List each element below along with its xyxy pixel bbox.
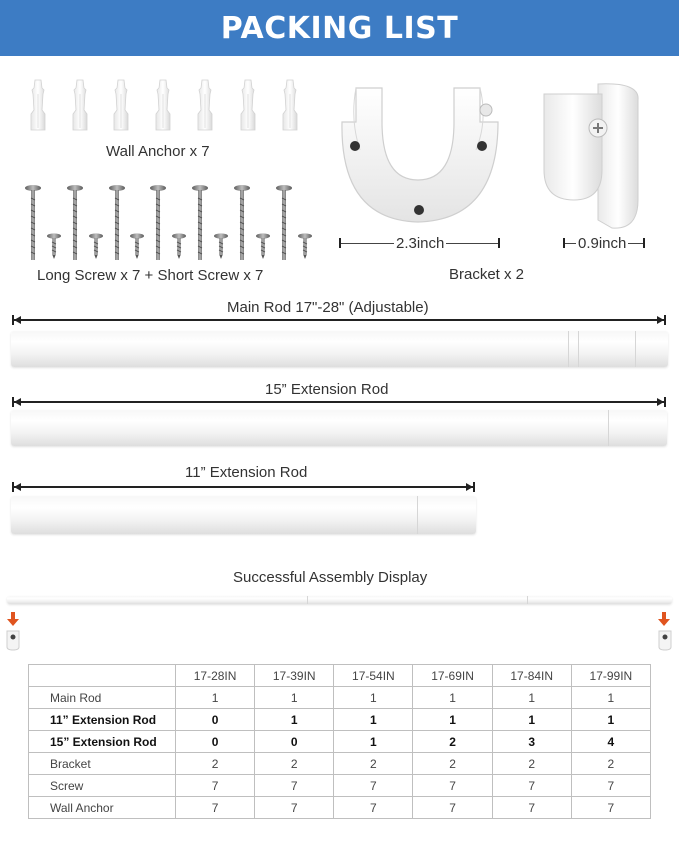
ext11-rod-label: 11” Extension Rod xyxy=(185,464,308,481)
table-cell: 7 xyxy=(334,797,413,819)
table-column-header: 17-39IN xyxy=(255,665,334,687)
bracket-side-illustration xyxy=(540,80,650,230)
main-rod-dimension xyxy=(12,315,666,325)
table-cell: 1 xyxy=(334,709,413,731)
table-row xyxy=(29,687,651,709)
table-cell: 2 xyxy=(413,753,492,775)
table-column-header: 17-69IN xyxy=(413,665,492,687)
table-cell: 1 xyxy=(492,709,571,731)
table-header-row xyxy=(29,665,651,687)
table-cell: 2 xyxy=(334,753,413,775)
table-cell: 7 xyxy=(255,797,334,819)
page-title: PACKING LIST xyxy=(220,10,459,46)
table-cell: 0 xyxy=(176,709,255,731)
screw-label: Long Screw x 7 + Short Screw x 7 xyxy=(37,267,264,284)
table-row xyxy=(29,753,651,775)
right-arrow-icon xyxy=(656,611,672,627)
table-cell: 0 xyxy=(176,731,255,753)
ext15-rod xyxy=(11,410,667,446)
row-label-bracket: Bracket xyxy=(29,753,176,775)
right-bracket-icon xyxy=(657,629,673,651)
table-cell: 2 xyxy=(176,753,255,775)
table-column-header: 17-84IN xyxy=(492,665,571,687)
row-label-main-rod: Main Rod xyxy=(29,687,176,709)
table-cell: 2 xyxy=(413,731,492,753)
table-column-header: 17-99IN xyxy=(571,665,650,687)
table-cell: 7 xyxy=(176,775,255,797)
row-label-wall-anchor: Wall Anchor xyxy=(29,797,176,819)
table-cell: 7 xyxy=(176,797,255,819)
ext11-rod xyxy=(11,496,476,534)
table-cell: 7 xyxy=(492,775,571,797)
table-cell: 1 xyxy=(413,687,492,709)
left-arrow-icon xyxy=(5,611,21,627)
table-cell: 4 xyxy=(571,731,650,753)
table-cell: 7 xyxy=(413,775,492,797)
table-cell: 1 xyxy=(255,687,334,709)
table-cell: 7 xyxy=(255,775,334,797)
table-row xyxy=(29,797,651,819)
table-column-header: 17-28IN xyxy=(176,665,255,687)
table-cell: 7 xyxy=(492,797,571,819)
bracket-depth-label: 0.9inch xyxy=(578,235,627,252)
bracket-count-label: Bracket x 2 xyxy=(449,266,525,283)
table-cell: 2 xyxy=(571,753,650,775)
table-cell: 1 xyxy=(492,687,571,709)
table-cell: 7 xyxy=(413,797,492,819)
table-cell: 3 xyxy=(492,731,571,753)
main-rod xyxy=(11,331,668,367)
row-label-screw: Screw xyxy=(29,775,176,797)
assembly-title: Successful Assembly Display xyxy=(233,569,428,586)
table-cell: 0 xyxy=(255,731,334,753)
table-row xyxy=(29,709,651,731)
bracket-width-label: 2.3inch xyxy=(396,235,445,252)
table-cell: 2 xyxy=(492,753,571,775)
table-cell: 1 xyxy=(176,687,255,709)
ext11-rod-dimension xyxy=(12,482,475,492)
table-cell: 7 xyxy=(334,775,413,797)
table-cell: 1 xyxy=(334,731,413,753)
table-row xyxy=(29,775,651,797)
header-banner xyxy=(0,0,679,56)
table-cell: 1 xyxy=(255,709,334,731)
table-cell: 7 xyxy=(571,797,650,819)
table-corner-cell xyxy=(29,665,176,687)
table-cell: 1 xyxy=(571,687,650,709)
configuration-table xyxy=(28,664,651,819)
ext15-rod-label: 15” Extension Rod xyxy=(265,381,389,398)
hardware-illustration xyxy=(0,60,330,260)
assembled-rod xyxy=(7,596,672,604)
table-cell: 2 xyxy=(255,753,334,775)
row-label-11-extension-rod: 11” Extension Rod xyxy=(29,709,176,731)
table-column-header: 17-54IN xyxy=(334,665,413,687)
main-rod-label: Main Rod 17"-28" (Adjustable) xyxy=(227,299,429,316)
table-row xyxy=(29,731,651,753)
bracket-front-illustration xyxy=(330,80,510,230)
table-cell: 7 xyxy=(571,775,650,797)
table-cell: 1 xyxy=(571,709,650,731)
row-label-15-extension-rod: 15” Extension Rod xyxy=(29,731,176,753)
left-bracket-icon xyxy=(5,629,21,651)
table-cell: 1 xyxy=(334,687,413,709)
wall-anchor-label: Wall Anchor x 7 xyxy=(106,143,210,160)
ext15-rod-dimension xyxy=(12,397,666,407)
table-cell: 1 xyxy=(413,709,492,731)
